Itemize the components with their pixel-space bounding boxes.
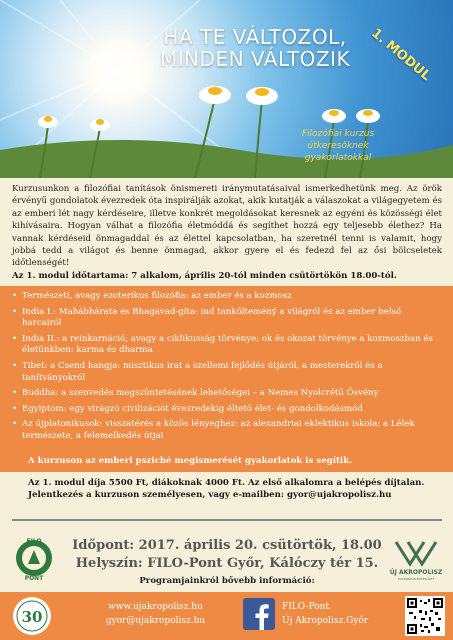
title-line-2: MINDEN VÁLTOZIK xyxy=(159,47,351,71)
page-title xyxy=(130,26,380,70)
course-subtitle xyxy=(278,128,398,164)
divider xyxy=(12,519,442,521)
duration-text: Az 1. modul időtartama: 7 alkalom, április 20-tól minden csütörtökön 18.00-tól. xyxy=(12,271,397,281)
topic-item: • Természeti, avagy ezoterikus filozófia: az ember és a kozmosz xyxy=(12,291,442,303)
price-info xyxy=(28,477,438,501)
email-link[interactable]: gyor@ujakropolisz.hu xyxy=(105,616,206,626)
registration-line: Jelentkezés a kurzuson személyesen, vagy e-mailben: gyor@ujakropolisz.hu xyxy=(28,490,392,500)
facebook-line-1[interactable]: FILO-Pont. xyxy=(282,602,332,612)
facebook-line-2[interactable]: Új Akropolisz.Győr xyxy=(282,616,369,626)
uj-akropolisz-logo xyxy=(388,538,444,582)
badge-number: 30 xyxy=(21,608,43,626)
topic-item: • Buddha: a szenvedés megszüntetésének lehetőségei – a Nemes Nyolcrétű Ösvény xyxy=(12,388,442,400)
topic-item: • India I.: Mahábhárata és Bhagavad-gíta: ind tankölteméný a világról és az ember belső harcairól xyxy=(12,307,442,330)
topic-item: • Az újplatonikusok: visszatérés a közös lényeghez: az alexandriai eklektikus iskola; a Lélek természete, a felemelkedés útjai xyxy=(12,419,442,442)
subtitle-line-3: gyakorlatokkal xyxy=(304,153,372,163)
anniversary-badge-icon xyxy=(12,596,52,636)
website-link[interactable]: www.ujakropolisz.hu xyxy=(108,602,203,612)
info-heading: Programjainkról bővebb információ: xyxy=(139,576,315,586)
price-line: Az 1. modul díja 5500 Ft, diákoknak 4000 Ft. Az első alkalomra a belépés díjtalan. xyxy=(28,478,425,488)
event-time: Időpont: 2017. április 20. csütörtök, 18.00 xyxy=(72,538,382,553)
modul-badge: 1. MODUL xyxy=(368,26,434,84)
hero-banner xyxy=(0,0,453,178)
event-place: Helyszín: FILO-Pont Győr, Kálóczy tér 15. xyxy=(75,556,379,571)
subtitle-line-1: Filozófiai kurzus xyxy=(301,129,375,139)
topics-list xyxy=(12,291,442,447)
contact-footer xyxy=(0,592,453,640)
uj-akropolisz-text: ÚJ AKROPOLISZ xyxy=(389,569,443,576)
tagline: A kurzuson az emberi psziché megismerését gyakorlatok is segítik. xyxy=(28,456,353,466)
title-line-1: HA TE VÁLTOZOL, xyxy=(163,25,347,49)
event-details xyxy=(72,537,382,573)
intro-paragraph: Kurzusunkon a filozófiai tanítások önismereti iránymutatásaival ismerkedhetünk meg. Az örök érvényű gondolatok évezredek óta inspirálják azokat, akik kutatják a válaszokat a világegyetem és az emberi lét nagy kérdéseire, illetve konkrét megoldásokat keresnek az egyéni és közösségi élet kihívásaira. Hogyan válhat a filozófia életmóddá és segíthet hozzá egy teljesebb élethez? Ha vannak kérdéseid önmagaddal és az élettel kapcsolatban, ha szeretnél tenni is valamit, hogy jobbá tedd a világot és benne önmagad, akkor gyere el és fedezd fel az ősi bölcseletek időtlenségét! xyxy=(12,184,442,269)
topic-item: • Tibet: a Csend hangja: misztikus irat a szellemi fejlődés útjáról, a mesterekről és a tanítványokról xyxy=(12,361,442,384)
filo-logo-top-text: FILO xyxy=(26,538,42,545)
facebook-icon[interactable] xyxy=(243,598,275,630)
web-contact xyxy=(88,600,223,628)
topic-item: • India II.: a reinkarnáció, avagy a ciklikusság törvénye; ok és okozat törvénye a kozmoszban és életünkben: karma és dharma xyxy=(12,334,442,357)
filo-logo-bottom-text: PONT xyxy=(24,575,44,581)
facebook-contact xyxy=(282,600,368,628)
qr-code-icon[interactable] xyxy=(405,596,445,636)
uj-akropolisz-subtext: KULTURÁLIS EGYESÜLET xyxy=(397,577,435,581)
subtitle-line-2: útkeresőknek xyxy=(307,141,369,151)
filo-pont-logo xyxy=(14,536,54,581)
topic-item: • Egyiptom: egy virágzó civilizációt évezredekig éltető élet- és gondolkodásmód xyxy=(12,404,442,416)
topics-section xyxy=(0,286,453,472)
